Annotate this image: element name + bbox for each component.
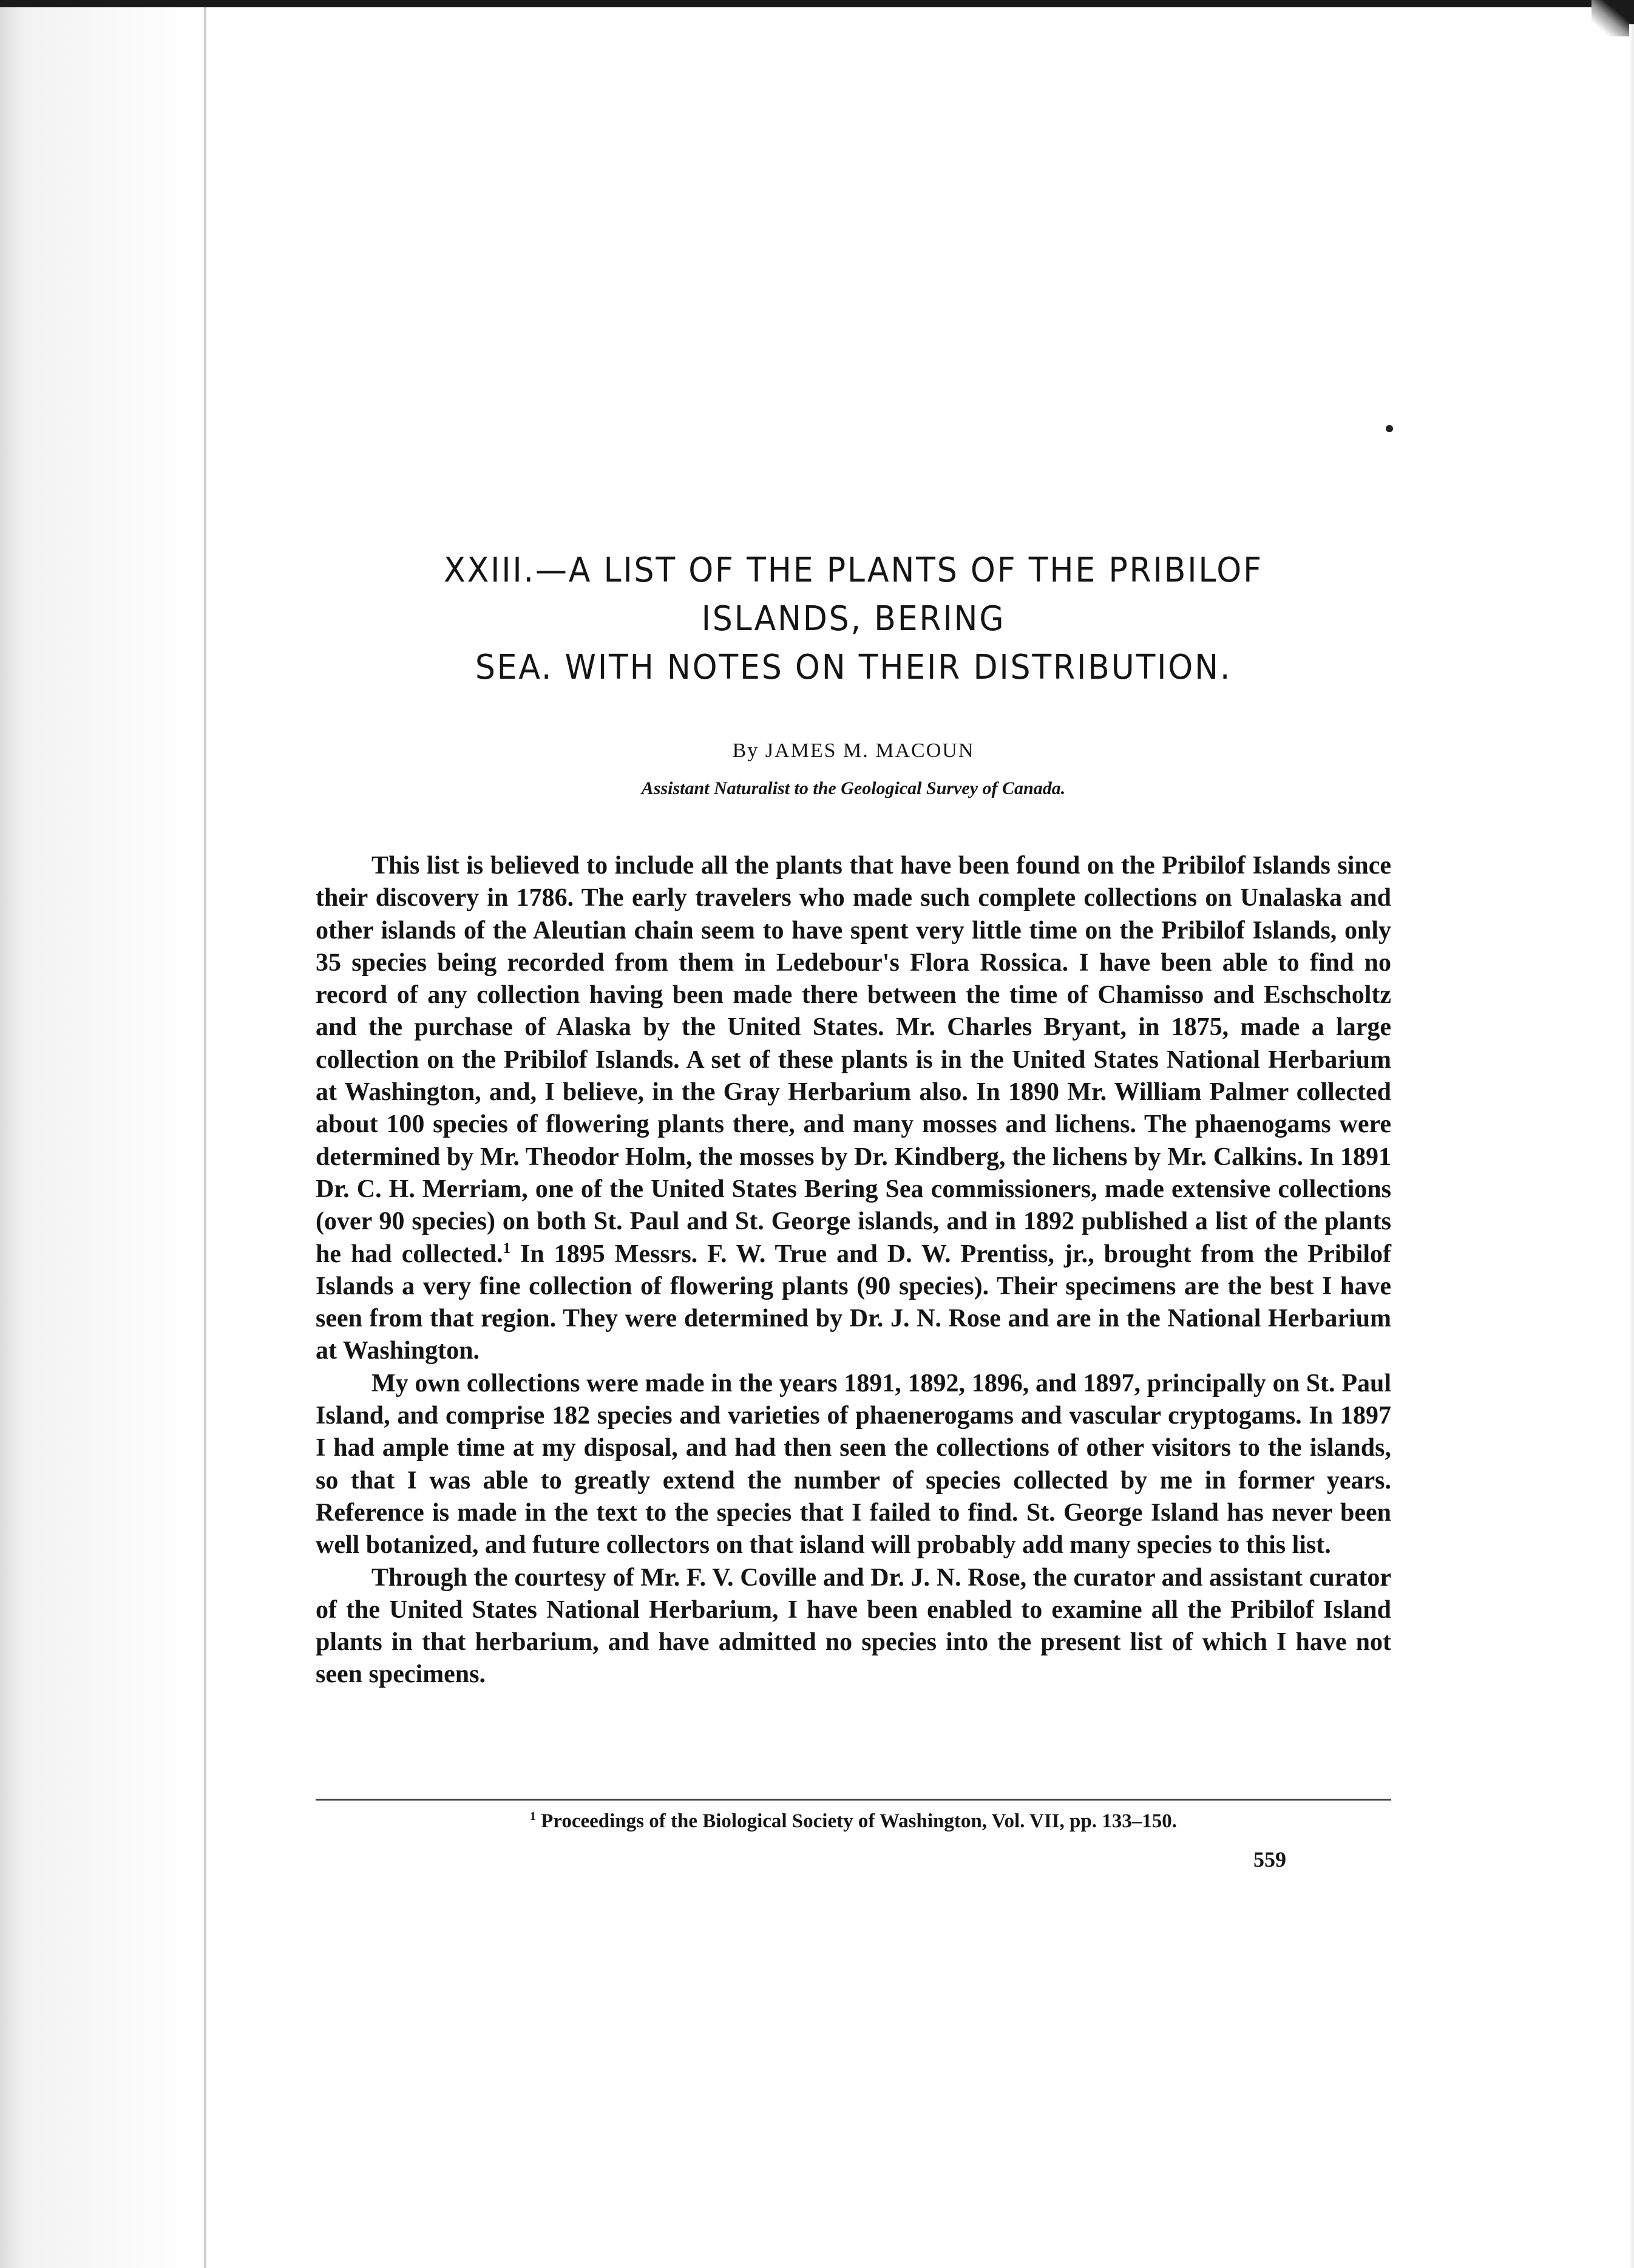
scan-edge-line <box>204 0 206 2268</box>
paragraph-3: Through the courtesy of Mr. F. V. Coville and Dr. J. N. Rose, the curator and assistant curator of the United States National Herbarium, I have been enabled to examine all the Pribilof Island plants in that herbarium, and have admitted no species into the present list of which I have not seen specimens. <box>316 1563 1391 1689</box>
paragraph-1 <box>316 850 1391 1368</box>
paragraph-2: My own collections were made in the years 1891, 1892, 1896, and 1897, principally on St. Paul Island, and comprise 182 species and varieties of phaenerogams and vascular cryptogams. In 1897 I had ample time at my disposal, and had then seen the collections of other visitors to the islands, so that I was able to greatly extend the number of species collected by me in former years. Reference is made in the text to the species that I failed to find. St. George Island has never been well botanized, and future collectors on that island will probably add many species to this list. <box>316 1369 1391 1560</box>
scan-border-top <box>0 0 1634 7</box>
footnote-marker: 1 <box>529 1810 536 1823</box>
author-affiliation: Assistant Naturalist to the Geological Survey of Canada. <box>641 778 1066 798</box>
article-body <box>316 850 1391 1691</box>
article-title <box>353 546 1354 692</box>
scan-corner-artifact <box>1592 0 1634 36</box>
footnote <box>316 1810 1391 1833</box>
title-line-1: XXIII.—A LIST OF THE PLANTS OF THE PRIBILOF ISLANDS, BERING <box>444 551 1263 639</box>
title-line-2: SEA. WITH NOTES ON THEIR DISTRIBUTION. <box>475 648 1232 687</box>
footnote-reference[interactable]: 1 <box>503 1240 511 1257</box>
footnote-divider <box>316 1799 1391 1801</box>
scan-margin-left <box>0 0 203 2268</box>
page-content <box>316 546 1391 1691</box>
footnote-text: Proceedings of the Biological Society of Washington, Vol. VII, pp. 133–150. <box>541 1810 1177 1832</box>
paragraph-1-text-continued: In 1895 Messrs. F. W. True and D. W. Prentiss, jr., brought from the Pribilof Islands a very fine collection of flowering plants (90 species). Their specimens are the best I have seen from that region. They were determined by Dr. J. N. Rose and are in the National Herbarium at Washington. <box>316 1240 1392 1365</box>
paragraph-1-text: This list is believed to include all the plants that have been found on the Pribilof Islands since their discovery in 1786. The early travelers who made such complete collections on Unalaska and other islands of the Aleutian chain seem to have spent very little time on the Pribilof Islands, only 35 species being recorded from them in Ledebour's Flora Rossica. I have been able to find no record of any collection having been made there between the time of Chamisso and Eschscholtz and the purchase of Alaska by the United States. Mr. Charles Bryant, in 1875, made a large collection on the Pribilof Islands. A set of these plants is in the United States National Herbarium at Washington, and, I believe, in the Gray Herbarium also. In 1890 Mr. William Palmer collected about 100 species of flowering plants there, and many mosses and lichens. The phaenogams were determined by Mr. Theodor Holm, the mosses by Dr. Kindberg, the lichens by Mr. Calkins. In 1891 Dr. C. H. Merriam, one of the United States Bering Sea commissioners, made extensive collections (over 90 species) on both St. Paul and St. George islands, and in 1892 published a list of the plants he had collected. <box>316 852 1391 1268</box>
scan-border-right <box>1629 24 1634 2268</box>
ink-speck <box>1386 425 1393 432</box>
author-byline: By JAMES M. MACOUN <box>732 739 975 762</box>
page-number: 559 <box>1253 1847 1286 1872</box>
